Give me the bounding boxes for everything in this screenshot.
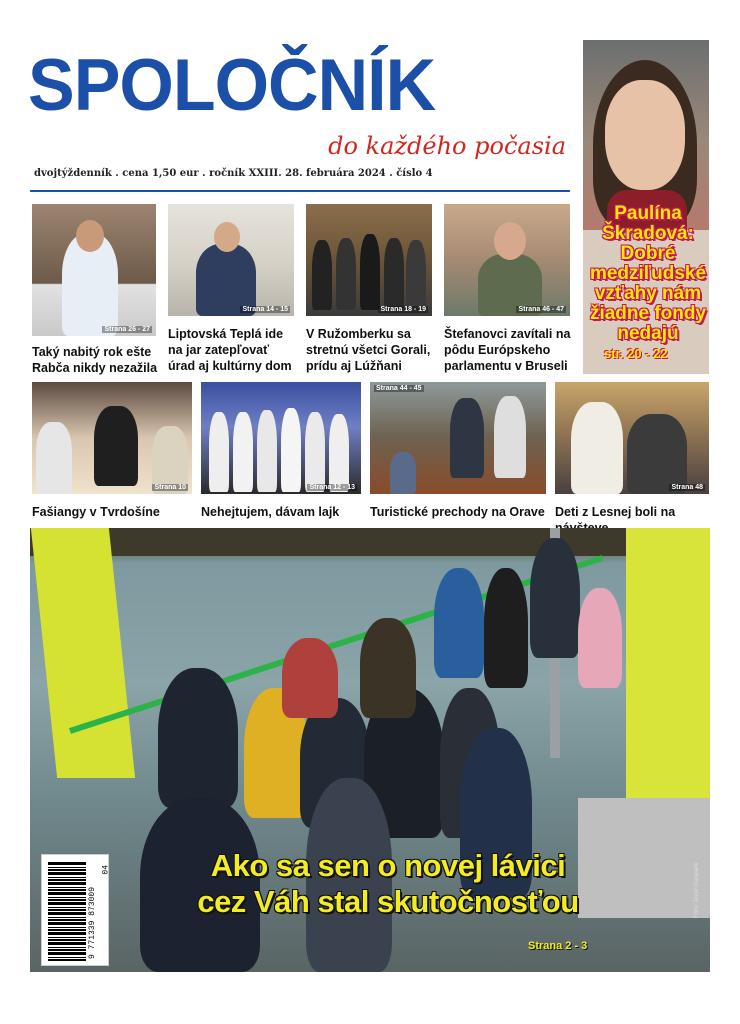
barcode-digits: 9 771339 873009 [88, 886, 97, 959]
issue-info: dvojtýždenník . cena 1,50 eur . ročník XXIII. 28. februára 2024 . číslo 4 [34, 168, 433, 179]
story-page-tag: Strana 14 - 15 [242, 306, 288, 313]
cover-story-headline[interactable]: Paulína Škradová: Dobré medziľudské vzťahy nám žiadne fondy nedajú [589, 203, 707, 344]
story-caption-rabca[interactable]: Taký nabitý rok ešte Rabča nikdy nezažila [32, 345, 158, 375]
story-photo-deti-z-lesnej[interactable] [555, 382, 709, 494]
hero-page-ref: Strana 2 - 3 [528, 940, 588, 952]
story-photo-fasiangy[interactable] [32, 382, 192, 494]
bridge-beam-right [626, 528, 710, 818]
masthead-divider [30, 190, 570, 192]
story-caption-ruzomberok[interactable]: V Ružomberku sa stretnú všetci Gorali, prídu aj Lúžňani [306, 327, 431, 373]
river-bank [30, 528, 710, 556]
story-page-tag: Strana 46 - 47 [518, 306, 564, 313]
hero-headline-line2: cez Váh stal skutočnosťou [197, 884, 579, 919]
barcode [41, 854, 109, 966]
photo-credit: Foto: Jozef Gasparik [694, 862, 700, 918]
story-photo-liptovska-tepla[interactable] [168, 204, 294, 316]
barcode-addon: 04 [101, 865, 111, 875]
story-photo-nehejtujem[interactable] [201, 382, 361, 494]
hero-headline-line1: Ako sa sen o novej lávici [210, 848, 566, 883]
slogan: do každého počasia [328, 132, 566, 160]
bridge-beam-left [31, 528, 135, 778]
story-caption-stefanovci[interactable]: Štefanovci zavítali na pôdu Európskeho parlamentu v Bruseli [444, 327, 571, 373]
masthead [28, 43, 580, 126]
story-page-tag: Strana 48 [671, 484, 703, 491]
story-page-tag: Strana 44 - 45 [376, 385, 422, 392]
masthead-title: SPOLOČNÍK [28, 43, 436, 126]
story-photo-ruzomberok[interactable] [306, 204, 432, 316]
cover-story-page: str. 20 - 22 [604, 346, 668, 361]
hero-headline[interactable] [168, 848, 608, 920]
story-page-tag: Strana 10 [154, 484, 186, 491]
story-caption-turisticke-prechody[interactable]: Turistické prechody na Orave [370, 505, 545, 519]
story-page-tag: Strana 26 - 27 [104, 326, 150, 333]
story-photo-turisticke-prechody[interactable] [370, 382, 546, 494]
story-caption-fasiangy[interactable]: Fašiangy v Tvrdošíne [32, 505, 160, 519]
story-page-tag: Strana 18 - 19 [380, 306, 426, 313]
face-shape [605, 80, 685, 190]
story-caption-nehejtujem[interactable]: Nehejtujem, dávam lajk [201, 505, 340, 519]
story-photo-rabca[interactable] [32, 204, 156, 336]
story-caption-liptovska-tepla[interactable]: Liptovská Teplá ide na jar zatepľovať úrad aj kultúrny dom [168, 327, 292, 373]
story-page-tag: Strana 12 - 13 [309, 484, 355, 491]
barcode-bars [48, 861, 86, 961]
story-caption-deti-z-lesnej[interactable]: Deti z Lesnej boli na [555, 505, 676, 519]
story-photo-stefanovci[interactable] [444, 204, 570, 316]
